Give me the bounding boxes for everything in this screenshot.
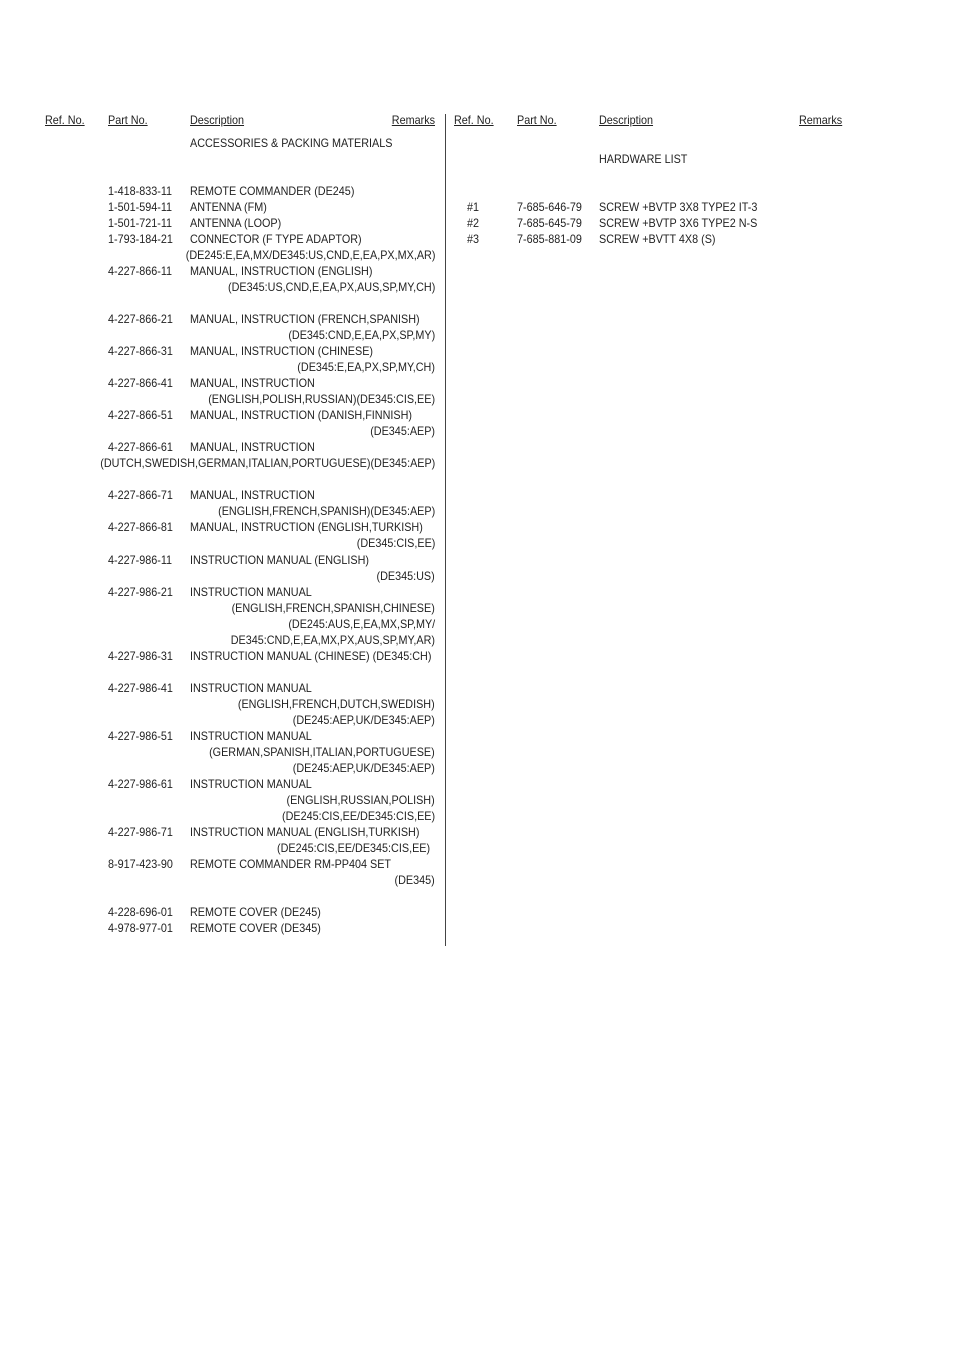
part-remarks: (DUTCH,SWEDISH,GERMAN,ITALIAN,PORTUGUESE)(DE345:AEP) [99, 456, 435, 470]
part-remarks: (DE345:US) [376, 569, 435, 583]
part-description: MANUAL, INSTRUCTION [190, 440, 315, 454]
part-description: MANUAL, INSTRUCTION [190, 376, 315, 390]
part-description: MANUAL, INSTRUCTION (ENGLISH,TURKISH) [190, 520, 423, 534]
part-description: MANUAL, INSTRUCTION (FRENCH,SPANISH) [190, 312, 420, 326]
part-description: REMOTE COMMANDER (DE245) [190, 184, 355, 198]
hardware-description: SCREW +BVTP 3X6 TYPE2 N-S [599, 216, 758, 230]
part-description: REMOTE COVER (DE345) [190, 921, 321, 935]
part-number: 4-227-866-11 [108, 264, 173, 278]
part-remarks: (ENGLISH,POLISH,RUSSIAN)(DE345:CIS,EE) [208, 392, 435, 406]
part-description: CONNECTOR (F TYPE ADAPTOR) [190, 232, 362, 246]
right-header-part-no: Part No. [517, 113, 557, 127]
part-remarks: (DE245:E,EA,MX/DE345:US,CND,E,EA,PX,MX,AR) [185, 248, 435, 262]
left-header-part-no: Part No. [108, 113, 148, 127]
part-remarks: (DE345) [394, 873, 435, 887]
part-description: MANUAL, INSTRUCTION (CHINESE) [190, 344, 374, 358]
part-remarks: (GERMAN,SPANISH,ITALIAN,PORTUGUESE) [209, 745, 435, 759]
part-remarks: (ENGLISH,RUSSIAN,POLISH) [286, 793, 435, 807]
part-description: INSTRUCTION MANUAL [190, 777, 312, 791]
part-number: 4-227-986-21 [108, 585, 173, 599]
part-number: 4-227-986-41 [108, 681, 173, 695]
hardware-section-title: HARDWARE LIST [599, 152, 688, 166]
left-header-description: Description [190, 113, 245, 127]
part-remarks: (DE345:US,CND,E,EA,PX,AUS,SP,MY,CH) [227, 280, 435, 294]
part-number: 4-227-986-71 [108, 825, 173, 839]
part-description: REMOTE COMMANDER RM-PP404 SET [190, 857, 392, 871]
part-number: 1-501-594-11 [108, 200, 173, 214]
part-description: INSTRUCTION MANUAL (ENGLISH) [190, 553, 370, 567]
hardware-description: SCREW +BVTT 4X8 (S) [599, 232, 716, 246]
accessories-section-title: ACCESSORIES & PACKING MATERIALS [190, 136, 393, 150]
part-remarks: (DE245:CIS,EE/DE345:CIS,EE) [281, 809, 435, 823]
part-remarks: (ENGLISH,FRENCH,SPANISH,CHINESE) [231, 601, 435, 615]
part-number: 4-227-986-61 [108, 777, 173, 791]
part-number: 4-227-866-21 [108, 312, 173, 326]
part-number: 8-917-423-90 [108, 857, 173, 871]
part-number: 4-227-986-11 [108, 553, 173, 567]
part-number: 4-227-866-81 [108, 520, 173, 534]
hardware-part-number: 7-685-645-79 [517, 216, 582, 230]
hardware-part-number: 7-685-881-09 [517, 232, 582, 246]
part-description: INSTRUCTION MANUAL (ENGLISH,TURKISH) [190, 825, 420, 839]
part-remarks: (DE245:AEP,UK/DE345:AEP) [292, 761, 435, 775]
hardware-ref: #1 [467, 200, 480, 214]
part-description: ANTENNA (LOOP) [190, 216, 282, 230]
left-header-remarks: Remarks [391, 113, 435, 127]
part-number: 4-227-866-31 [108, 344, 173, 358]
right-header-ref-no: Ref. No. [454, 113, 494, 127]
part-remarks: (DE345:CND,E,EA,PX,SP,MY) [288, 328, 435, 342]
hardware-description: SCREW +BVTP 3X8 TYPE2 IT-3 [599, 200, 758, 214]
part-description: MANUAL, INSTRUCTION (DANISH,FINNISH) [190, 408, 413, 422]
part-description: REMOTE COVER (DE245) [190, 905, 321, 919]
column-divider [445, 114, 446, 946]
part-number: 4-227-986-51 [108, 729, 173, 743]
hardware-ref: #3 [467, 232, 480, 246]
part-number: 4-227-986-31 [108, 649, 173, 663]
part-remarks: (DE345:AEP) [370, 424, 435, 438]
part-description: INSTRUCTION MANUAL [190, 681, 312, 695]
right-header-remarks: Remarks [799, 113, 843, 127]
part-number: 4-228-696-01 [108, 905, 173, 919]
part-number: 4-978-977-01 [108, 921, 173, 935]
part-remarks: DE345:CND,E,EA,MX,PX,AUS,SP,MY,AR) [230, 633, 435, 647]
part-description: INSTRUCTION MANUAL [190, 729, 312, 743]
part-remarks: (ENGLISH,FRENCH,DUTCH,SWEDISH) [238, 697, 435, 711]
hardware-part-number: 7-685-646-79 [517, 200, 582, 214]
part-number: 1-793-184-21 [108, 232, 173, 246]
left-header-ref-no: Ref. No. [45, 113, 85, 127]
part-description: MANUAL, INSTRUCTION [190, 488, 315, 502]
part-description: INSTRUCTION MANUAL (CHINESE) (DE345:CH) [190, 649, 432, 663]
part-remarks: (DE245:CIS,EE/DE345:CIS,EE) [276, 841, 430, 855]
part-remarks: (DE245:AUS,E,EA,MX,SP,MY/ [288, 617, 435, 631]
part-description: MANUAL, INSTRUCTION (ENGLISH) [190, 264, 373, 278]
part-number: 1-418-833-11 [108, 184, 173, 198]
part-number: 4-227-866-51 [108, 408, 173, 422]
right-header-description: Description [599, 113, 654, 127]
part-number: 4-227-866-61 [108, 440, 173, 454]
part-remarks: (DE245:AEP,UK/DE345:AEP) [292, 713, 435, 727]
part-description: ANTENNA (FM) [190, 200, 267, 214]
part-number: 4-227-866-41 [108, 376, 173, 390]
hardware-ref: #2 [467, 216, 480, 230]
part-remarks: (ENGLISH,FRENCH,SPANISH)(DE345:AEP) [217, 504, 435, 518]
part-number: 1-501-721-11 [108, 216, 173, 230]
part-number: 4-227-866-71 [108, 488, 173, 502]
part-remarks: (DE345:E,EA,PX,SP,MY,CH) [297, 360, 435, 374]
part-remarks: (DE345:CIS,EE) [356, 536, 435, 550]
part-description: INSTRUCTION MANUAL [190, 585, 312, 599]
